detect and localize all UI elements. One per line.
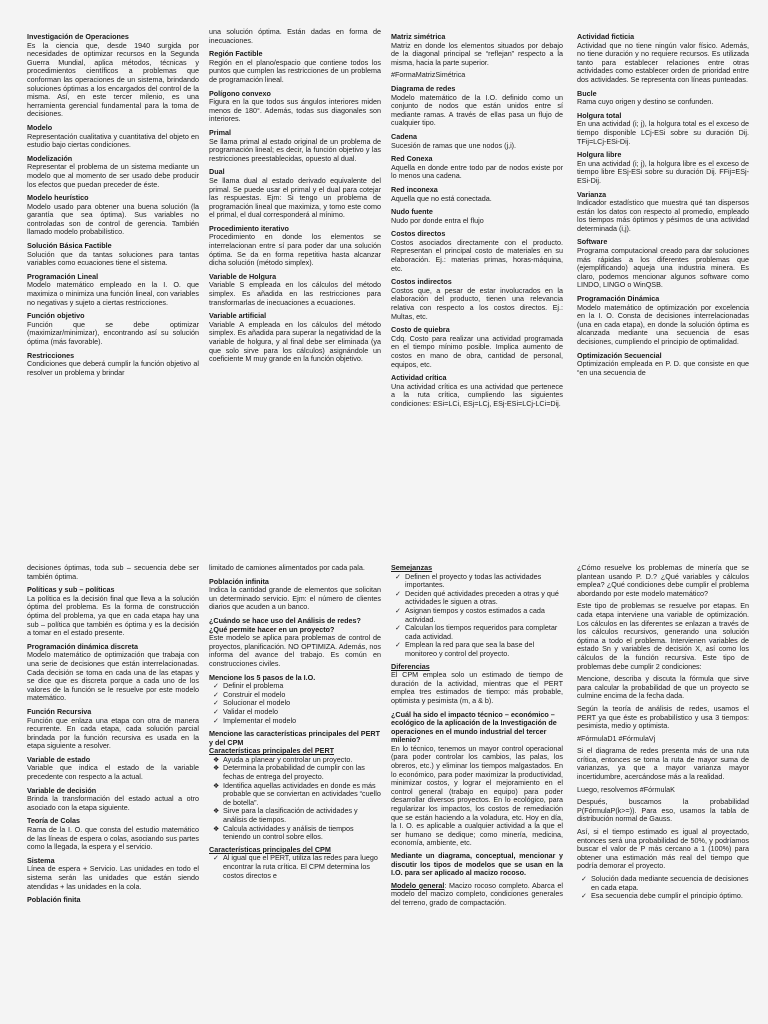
top-column-2 <box>209 28 381 368</box>
section-heading: ¿Cuándo se hace uso del Análisis de redes? ¿Qué permite hacer en un proyecto? <box>209 615 361 634</box>
section-heading: Variable artificial <box>209 311 267 321</box>
list-item: ✓ Calculan los tiempos requeridos para completar cada actividad. <box>405 624 563 641</box>
modelo-general <box>391 882 563 908</box>
section-text: Línea de espera + Servicio. Las unidades en todo el sistema serán las unidades que están siendo atendidas + las unidades en la cola. <box>27 864 199 891</box>
section-text: Modelo matemático de la I.O. definido como un conjunto de nodos que están unidos entre sí mediante ramas. A través de ellas pasa un flujo de cualquier tipo. <box>391 92 563 128</box>
section-text: Se llama dual al estado derivado equivalente del primal. Se puede usar el primal y el dual para cotejar las respuestas. Ejm: Si tengo un problema de programación lineal que maximiza, y tomo este como el primal, el dual corresponderá al mínimo. <box>209 175 381 220</box>
section-heading: Sistema <box>27 855 55 865</box>
section-heading: Cadena <box>391 131 417 141</box>
bottom-column-2 <box>209 564 381 884</box>
section-text: Es la ciencia que, desde 1940 surgida por necesidades de optimizar recursos en la Segunda Guerra Mundial, aplica métodos, técnicas y procedimientos científicos a problemas que conforman las operaciones de un sistema, brindando soluciones óptimas a los encargados del control de la misma. Así, en este tercer milenio, es una herramienta gerencial fundamental para la toma de decisiones. <box>27 40 199 119</box>
section-text: Variable S empleada en los cálculos del método simplex. Es añadida en las restricciones para transformarlas de inecuaciones a ecuaciones. <box>209 280 381 307</box>
section-heading: Teoría de Colas <box>27 816 80 826</box>
list-item: ❖ Sirve para la clasificación de actividades y análisis de tiempos. <box>223 807 381 824</box>
section-text: Representar el problema de un sistema mediante un modelo que al momento de ser usado debe producir los efectos que puedan preceder de éste. <box>27 162 199 189</box>
list-item: ✓ Construir el modelo <box>223 691 381 700</box>
section-heading: Matriz simétrica <box>391 32 446 41</box>
top-column-1 <box>27 28 199 381</box>
section-text: En una actividad (i; j), la holgura libre es el exceso de tiempo libre ESj-ESi sobre su duración Dij. FFij=ESj-ESi-Dij. <box>577 158 749 185</box>
section-text: Rama cuyo origen y destino se confunden. <box>577 97 714 107</box>
section-text: Condiciones que deberá cumplir la función objetivo al resolver un problema y brindar <box>27 359 199 377</box>
section-heading: Investigación de Operaciones <box>27 32 129 41</box>
section-heading: Holgura total <box>577 110 622 120</box>
section-heading: Nudo fuente <box>391 207 433 217</box>
list-item: ✓ Validar el modelo <box>223 708 381 717</box>
section-heading: Región Factible <box>209 49 263 59</box>
section-text: Si el diagrama de redes presenta más de una ruta crítica, entonces se toma la ruta de mayor suma de varianzas, ya que a mayor varianza mayor incertidumbre, acercándose más a la realidad. <box>577 746 749 782</box>
section-heading: Restricciones <box>27 350 75 360</box>
list-item: ✓ Definir el problema <box>223 682 381 691</box>
section-text: Función que enlaza una etapa con otra de manera recurrente. En cada etapa, cada solución parcial brindada por la función recursiva es usada en la etapa siguiente a resolver. <box>27 715 199 751</box>
section-text: Luego, resolvemos #FórmulaK <box>577 784 675 794</box>
section-heading: Mencione los 5 pasos de la I.O. <box>209 672 316 682</box>
section-text: Costos que, a pesar de estar involucrados en la elaboración del producto, tienen una relevancia relativa con respecto a los costos directos. Ej.: Multas, etc. <box>391 285 563 321</box>
section-heading: Solución Básica Factible <box>27 241 112 251</box>
section-text: Figura en la que todos sus ángulos interiores miden menos de 180°. Además, todas sus diagonales son interiores. <box>209 97 381 124</box>
impact-question: ¿Cuál ha sido el impacto técnico – económico – ecológico de la aplicación de la Investigación de operaciones en el mundo industrial del tercer milenio? <box>391 709 557 745</box>
section-text: Región en el plano/espacio que contiene todos los puntos que cumplen las restricciones de un problema de programación lineal. <box>209 57 381 84</box>
section-text: Una actividad crítica es una actividad que pertenece a la ruta crítica, cumpliendo las siguientes condiciones: ESi=LCi, ESj=LCj, ESj-ESi=LCj-LCi=Dij. <box>391 381 563 408</box>
top-column-3 <box>391 28 563 413</box>
section-text: Matriz en donde los elementos situados por debajo de la diagonal principal se “reflejan” respecto a la misma, hacia la parte superior. <box>391 40 563 67</box>
section-heading: Actividad crítica <box>391 373 447 383</box>
section-text: Brinda la transformación del estado actual a otro asociado con la etapa siguiente. <box>27 794 199 812</box>
section-text: Según la teoría de análisis de redes, usamos el PERT ya que éste es probabilístico y usa 3 tiempos: pesimista, medio y optimista. <box>577 703 749 731</box>
section-heading: Primal <box>209 127 231 137</box>
modelo-general-title: Modelo general <box>391 880 445 890</box>
section-heading: Optimización Secuencial <box>577 350 662 360</box>
list-item: ✓ Asignan tiempos y costos estimados a cada actividad. <box>405 607 563 624</box>
section-heading: Función objetivo <box>27 311 85 321</box>
section-text: decisiones óptimas, toda sub – secuencia debe ser también óptima. <box>27 563 199 581</box>
list-item: ✓ Al igual que el PERT, utiliza las redes para luego encontrar la ruta crítica. El CPM determina los costos directos e <box>223 854 381 880</box>
section-heading: Varianza <box>577 189 607 199</box>
section-text: Mencione, describa y discuta la fórmula que sirve para calcular la probabilidad de que un proyecto se culmine encima de la fecha dada. <box>577 674 749 701</box>
modelo-general-text: : Macizo rocoso completo. Abarca el modelo del macizo completo, condiciones generales del terreno, grado de compactación. <box>391 880 564 907</box>
io-steps-list <box>209 682 381 725</box>
section-heading: Polígono convexo <box>209 88 271 98</box>
list-item: ✓ Emplean la red para que sea la base del monitoreo y control del proyecto. <box>405 641 563 658</box>
section-text: Representación cualitativa y cuantitativa del objeto en estudio bajo ciertas condiciones. <box>27 131 199 150</box>
section-heading: Población finita <box>27 895 81 905</box>
section-text: Optimización empleada en P. D. que consiste en que “en una secuencia de <box>577 359 749 377</box>
section-text: Solución que da tantas soluciones para tantas variables como ecuaciones tiene el sistema. <box>27 249 199 268</box>
section-text: Rama de la I. O. que consta del estudio matemático de las líneas de espera o colas, asociando sus partes como la llegada, la espera y el servicio. <box>27 825 199 852</box>
section-heading: Modelo heurístico <box>27 193 89 203</box>
section-text: Este modelo se aplica para problemas de control de proyectos, planificación. NO OPTIMIZA. Además, nos informa del avance del trabajo. Es común en construcciones civiles. <box>209 633 381 668</box>
section-text: Así, si el tiempo estimado es igual al proyectado, entonces será una probabilidad de 50%, y podríamos buscar el valor de P más cercano a 1 (100%) para obtener una estimación más real del tiempo que podría demorar el proyecto. <box>577 827 749 871</box>
list-item: ❖ Determina la probabilidad de cumplir con las fechas de entrega del proyecto. <box>223 764 381 781</box>
section-text: Nudo por donde entra el flujo <box>391 215 484 225</box>
list-item: ✓ Implementar el modelo <box>223 717 381 726</box>
section-text: Modelo matemático empleado en la I. O. que maximiza o minimiza una función lineal, con variables no negativas y sujeto a ciertas restricciones. <box>27 280 199 307</box>
bottom-column-4 <box>577 564 749 905</box>
impact-answer: En lo técnico, tenemos un mayor control operacional (para poder controlar los cambios, las palas, los obreros, etc.) y eliminar los tiempos malgastados. En lo económico, para poder maximizar la productividad, minimizar costos, y lograr el mejoramiento en el control general (trabajo en equipo) para poder desarrollar diversos proyectos. En lo ecológico, para regularizar los impactos, los costos de remediación que se están haciendo a la voladura, etc. Hoy en día, la I. O. es aplicable a cualquier actividad a la que el ser humano se dedique; como minería, medicina, economía, ambiente, etc. <box>391 743 563 848</box>
section-heading: Bucle <box>577 88 597 98</box>
pd-conditions-list <box>577 875 749 901</box>
list-item: ✓ Solución dada mediante secuencia de decisiones en cada etapa. <box>591 875 749 892</box>
top-column-4 <box>577 28 749 381</box>
section-text: Modelo matemático de optimización que trabaja con una serie de decisiones que están interrelacionadas. Cada decisión se toma en cada una de las etapas y se dice que es discreta porque a cada uno de los valores de la función se le resuelve por este modelo matemático. <box>27 650 199 703</box>
section-heading: Función Recursiva <box>27 706 92 716</box>
section-heading: Programación Lineal <box>27 271 99 281</box>
diferencias-text: El CPM emplea solo un estimado de tiempo de duración de la actividad, mientras que el PERT emplea tres estimados de tiempo: más probable, optimista y pesimista (m, a & b). <box>391 670 563 705</box>
section-text: Se llama primal al estado original de un problema de programación lineal; es decir, la función objetivo y las restricciones preestablecidas, opuesto al dual. <box>209 136 381 163</box>
section-heading: Dual <box>209 167 225 177</box>
diferencias-title: Diferencias <box>391 661 430 671</box>
section-text: Modelo usado para obtener una buena solución (la garantía que sea óptima). Sus variables no controladas son de control de gerencia. También llamado modelo probabilístico. <box>27 201 199 237</box>
section-text: Aquella en donde entre todo par de nodos existe por lo menos una cadena. <box>391 162 563 181</box>
section-heading: Procedimiento iterativo <box>209 223 289 233</box>
section-text: Aquella que no está conectada. <box>391 193 492 203</box>
pert-title: Características principales del PERT <box>209 746 335 756</box>
section-heading: Diagrama de redes <box>391 83 456 93</box>
section-heading: Costos directos <box>391 229 446 239</box>
section-text: Indica la cantidad grande de elementos que solicitan un determinado servicio. Ejm: el número de clientes diarios que acuden a un banco. <box>209 585 381 612</box>
list-item: ✓ Esa secuencia debe cumplir el principio óptimo. <box>591 892 749 901</box>
section-text: Variable A empleada en los cálculos del método simplex. Es añadida para superar la negatividad de la variable de holgura, y al final debe ser eliminada (ya que solo sirve para los cálculos) asignándole un coeficiente M muy grande en la función objetivo. <box>209 319 381 364</box>
section-heading: Costo de quiebra <box>391 325 450 335</box>
section-text: Función que se debe optimizar (maximizar/minimizar), encontrando así su solución óptima (más favorable). <box>27 319 199 346</box>
section-heading: Holgura libre <box>577 150 622 160</box>
section-text: #FórmulaD1 #FórmulaVj <box>577 733 656 743</box>
section-heading: Población infinita <box>209 576 269 586</box>
section-text: Sucesión de ramas que une nodos (j,i). <box>391 140 517 150</box>
top-sheet <box>0 28 768 518</box>
list-item: ❖ Identifica aquellas actividades en donde es más probable que se conviertan en actividades “cuello de botella”. <box>223 782 381 808</box>
bottom-col2-blocks <box>209 564 381 682</box>
list-item: ✓ Deciden qué actividades preceden a otras y qué actividades le siguen a otras. <box>405 590 563 607</box>
bottom-col4-blocks <box>577 564 749 871</box>
section-heading: Modelización <box>27 153 73 163</box>
bottom-column-1 <box>27 564 199 905</box>
cpm-list <box>209 854 381 880</box>
section-text: Indicador estadístico que muestra qué tan dispersos están los datos con respecto al promedio, empleado los tiempos más óptimos y pésimos de una actividad determinada (i,j). <box>577 198 749 233</box>
diagram-question: Mediante un diagrama, conceptual, mencionar y discutir los tipos de modelos que se usan en la I.O. para ser aplicado al macizo rocoso. <box>391 851 563 878</box>
section-heading: Variable de decisión <box>27 785 97 795</box>
semejanzas-list <box>391 573 563 659</box>
section-text: Este tipo de problemas se resuelve por etapas. En cada etapa interviene una variable de optimización. Los cálculos en las diferentes se enlazan a través de los cálculos recursivos, generando una solución óptima a todo el problema. Intervienen variables de estado Sn y variables de decisión X, así como los cálculos de la función recursiva. Este tipo de problemas debe cumplir 2 condiciones: <box>577 601 749 671</box>
bottom-column-3 <box>391 564 563 912</box>
section-heading: Software <box>577 237 608 247</box>
list-item: ❖ Ayuda a planear y controlar un proyecto. <box>223 756 381 765</box>
section-heading: Programación Dinámica <box>577 294 660 304</box>
list-item: ✓ Definen el proyecto y todas las actividades importantes. <box>405 573 563 590</box>
list-item: ✓ Solucionar el modelo <box>223 699 381 708</box>
section-heading: Programación dinámica discreta <box>27 641 139 651</box>
section-heading: Red Conexa <box>391 154 433 164</box>
section-heading: Costos indirectos <box>391 277 452 287</box>
section-heading: Red inconexa <box>391 184 438 194</box>
semejanzas-title: Semejanzas <box>391 563 433 572</box>
section-text: Costos asociados directamente con el producto. Representan el principal costo de materiales en su elaboración. Ej.: materias primas, horas-máquina, etc. <box>391 237 563 273</box>
list-item: ❖ Calcula actividades y análisis de tiempos teniendo un control sobre ellos. <box>223 825 381 842</box>
cpm-title: Características principales del CPM <box>209 844 331 854</box>
section-text: #FormaMatrizSimétrica <box>391 70 466 80</box>
section-text: Cdq. Costo para realizar una actividad programada en el tiempo mínimo posible. Implica aumento de costos en mano de obra, cantidad de personal, equipos, etc. <box>391 333 563 369</box>
pert-list <box>209 756 381 842</box>
pert-cpm-question: Mencione las características principales del PERT y del CPM <box>209 729 380 747</box>
section-heading: Actividad ficticia <box>577 32 635 41</box>
section-heading: Variable de Holgura <box>209 271 277 281</box>
bottom-sheet <box>0 564 768 1024</box>
section-heading: Políticas y sub – políticas <box>27 585 115 595</box>
section-text: Variable que indica el estado de la variable precedente con respecto a la actual. <box>27 763 199 782</box>
section-text: La política es la decisión final que lleva a la solución óptima del problema. Es la forma de construcción óptima del problema, ya que en cada etapa hay una sub – política que también es óptima y es la decisión a tomar en el estado presente. <box>27 593 199 638</box>
section-text: Procedimiento en donde los elementos se interrelacionan entre sí para poder dar una solución óptima. Se da en forma repetitiva hasta alcanzar dicha solución (método simplex). <box>209 232 381 268</box>
section-text: ¿Cómo resuelve los problemas de minería que se plantean usando P. D.? ¿Qué variables y cálculos emplea? ¿Qué condiciones debe cumplir el problema abordando por este modelo matemático? <box>577 563 749 598</box>
section-text: Modelo matemático de optimización por excelencia en la I. O. Consta de decisiones interrelacionadas (una en cada etapa), en donde la solución óptima es alcanzada mediante una secuencia de esas decisiones, cumpliendo el principio de optimalidad. <box>577 302 749 346</box>
section-text: En una actividad (i; j), la holgura total es el exceso de tiempo disponible LCj-ESi sobre su duración Dij. TFij=LCj-ESi-Dij. <box>577 119 749 146</box>
section-text: Después, buscamos la probabilidad P(FórmulaP(k>=)). Para eso, usamos la tabla de distribución normal de Gauss. <box>577 797 749 824</box>
section-heading: Variable de estado <box>27 754 91 764</box>
section-heading: Modelo <box>27 122 53 132</box>
section-text: Programa computacional creado para dar soluciones más rápidas a los diferentes problemas que (ejemplificando) aqueja una industria minera. Es claro, podemos mencionar algunos software como LINDO, LINGO o WinQSB. <box>577 246 749 290</box>
section-text: una solución óptima. Están dadas en forma de inecuaciones. <box>209 27 381 45</box>
section-text: limitado de camiones alimentados por cada pala. <box>209 563 365 572</box>
section-text: Actividad que no tiene ningún valor físico. Además, no tiene duración y no requiere recursos. Es utilizada tanto para establecer relaciones entre otras actividades como establecer orden de prioridad entre dos actividades. Se representa con líneas punteadas. <box>577 40 749 84</box>
